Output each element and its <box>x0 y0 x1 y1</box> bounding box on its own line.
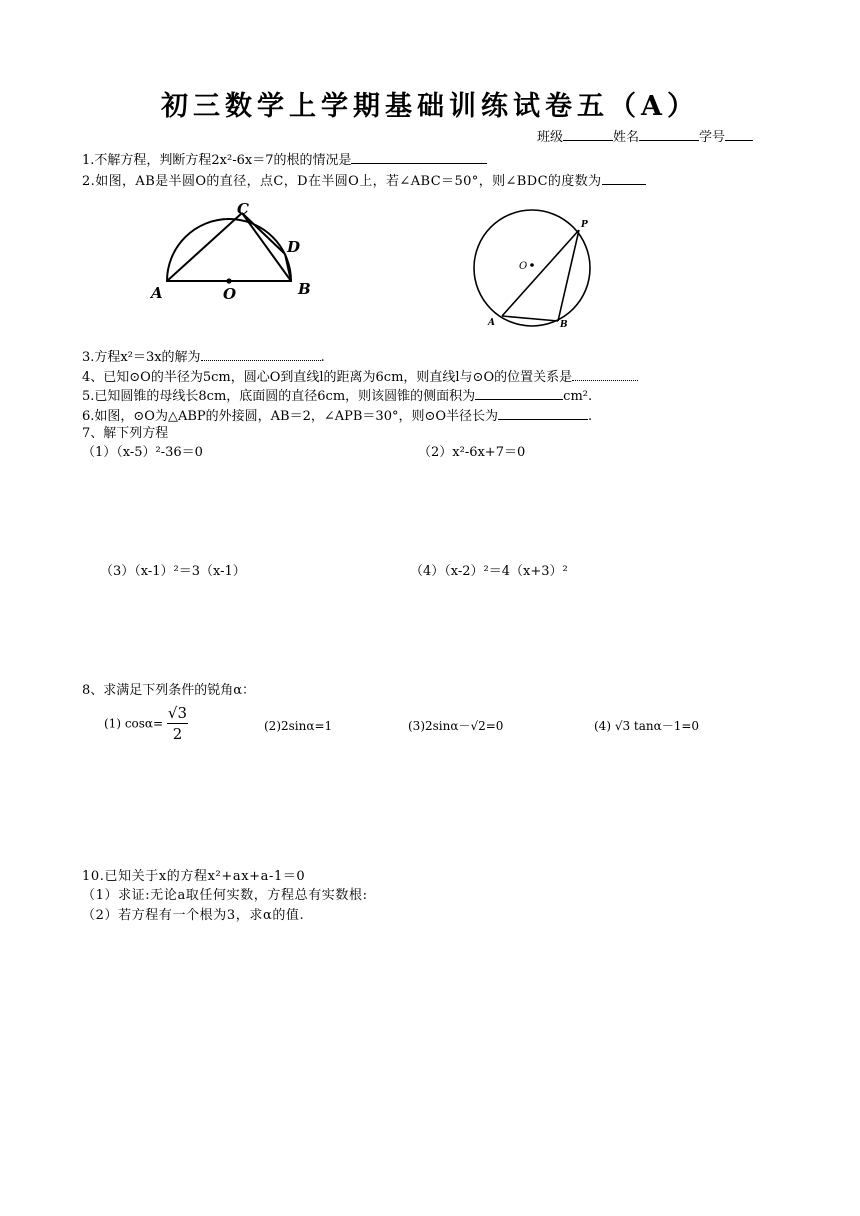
number-blank[interactable] <box>725 127 753 141</box>
answer-blank-3[interactable] <box>201 347 321 361</box>
question-8-part-2: (2)2sinα=1 <box>264 719 333 733</box>
label-b: B <box>560 320 568 330</box>
center-point-o <box>226 278 231 283</box>
page-title: 初三数学上学期基础训练试卷五（A） <box>161 91 699 122</box>
class-blank[interactable] <box>563 127 613 141</box>
segment-ab <box>502 316 558 321</box>
answer-blank-1[interactable] <box>351 150 487 164</box>
label-o: O <box>519 261 528 272</box>
fraction-denominator: 2 <box>172 725 183 743</box>
name-blank[interactable] <box>639 127 699 141</box>
fraction-sqrt3-over-2 <box>167 703 188 744</box>
question-8: 8、求满足下列条件的锐角α： <box>82 683 256 698</box>
segment-cd <box>242 213 285 254</box>
question-1 <box>82 150 487 170</box>
question-5-text: 5.已知圆锥的母线长8cm，底面圆的直径6cm，则该圆锥的侧面积为 <box>82 389 476 404</box>
question-7: 7、解下列方程 <box>82 426 169 441</box>
answer-blank-5[interactable] <box>475 386 563 400</box>
center-point-o <box>530 263 534 267</box>
answer-blank-6[interactable] <box>498 406 588 420</box>
label-p: P <box>581 220 588 230</box>
question-7-part-4: （4）（x-2）²＝4（x+3）² <box>410 564 568 579</box>
label-d: D <box>287 238 301 256</box>
question-2-text: 2.如图，AB是半圆O的直径，点C，D在半圆O上，若∠ABC＝50°，则∠BDC的度数为 <box>82 174 602 189</box>
label-a: A <box>151 284 163 302</box>
number-label: 学号 <box>699 130 726 145</box>
question-4 <box>82 367 638 387</box>
question-7-part-3: （3）（x-1）²＝3（x-1） <box>100 564 246 579</box>
question-6: 6.如图，⊙O为△ABP的外接圆，AB＝2，∠APB＝30°，则⊙O半径长为 . <box>82 406 592 426</box>
question-7-part-1: （1）（x-5）²-36＝0 <box>82 445 203 460</box>
question-10-part-2: （2）若方程有一个根为3，求α的值. <box>82 908 305 923</box>
fraction-numerator: √3 <box>167 704 188 722</box>
question-5 <box>82 386 592 406</box>
question-8-part-1 <box>104 703 188 744</box>
question-10-part-1: （1）求证:无论a取任何实数，方程总有实数根: <box>82 888 368 903</box>
circle-o <box>474 210 590 326</box>
answer-blank-2[interactable] <box>602 171 646 185</box>
question-10: 10.已知关于x的方程x²+ax+a-1＝0 <box>82 869 306 884</box>
question-3: 3.方程x²＝3x的解为 . <box>82 347 325 367</box>
name-label: 姓名 <box>613 130 640 145</box>
label-c: C <box>237 200 249 218</box>
question-3-text: 3.方程x²＝3x的解为 <box>82 350 201 365</box>
answer-blank-4[interactable] <box>572 367 638 381</box>
label-a: A <box>488 318 495 328</box>
segment-bp <box>558 230 579 321</box>
label-o: O <box>223 285 237 303</box>
semicircle-figure <box>140 198 330 308</box>
label-b: B <box>298 280 311 298</box>
segment-cb <box>242 213 291 281</box>
header-fields <box>537 126 753 145</box>
circle-figure <box>468 203 608 335</box>
question-1-text: 1.不解方程，判断方程2x²-6x＝7的根的情况是 <box>82 153 352 168</box>
class-label: 班级 <box>537 130 564 145</box>
question-4-text: 4、已知⊙O的半径为5cm，圆心O到直线l的距离为6cm，则直线l与⊙O的位置关系是 <box>82 370 573 385</box>
question-6-text: 6.如图，⊙O为△ABP的外接圆，AB＝2，∠APB＝30°，则⊙O半径长为 <box>82 409 499 424</box>
segment-ap <box>502 230 579 316</box>
question-2 <box>82 171 646 191</box>
question-7-part-2: （2）x²-6x+7＝0 <box>418 445 526 460</box>
question-8-part-4: (4) √3 tanα－1=0 <box>594 719 700 733</box>
semicircle-arc <box>167 219 291 281</box>
question-5-unit: cm². <box>563 389 593 404</box>
question-8-part-3: (3)2sinα－√2=0 <box>408 719 504 733</box>
question-8-part-1-prefix: (1) cosα= <box>104 716 164 731</box>
